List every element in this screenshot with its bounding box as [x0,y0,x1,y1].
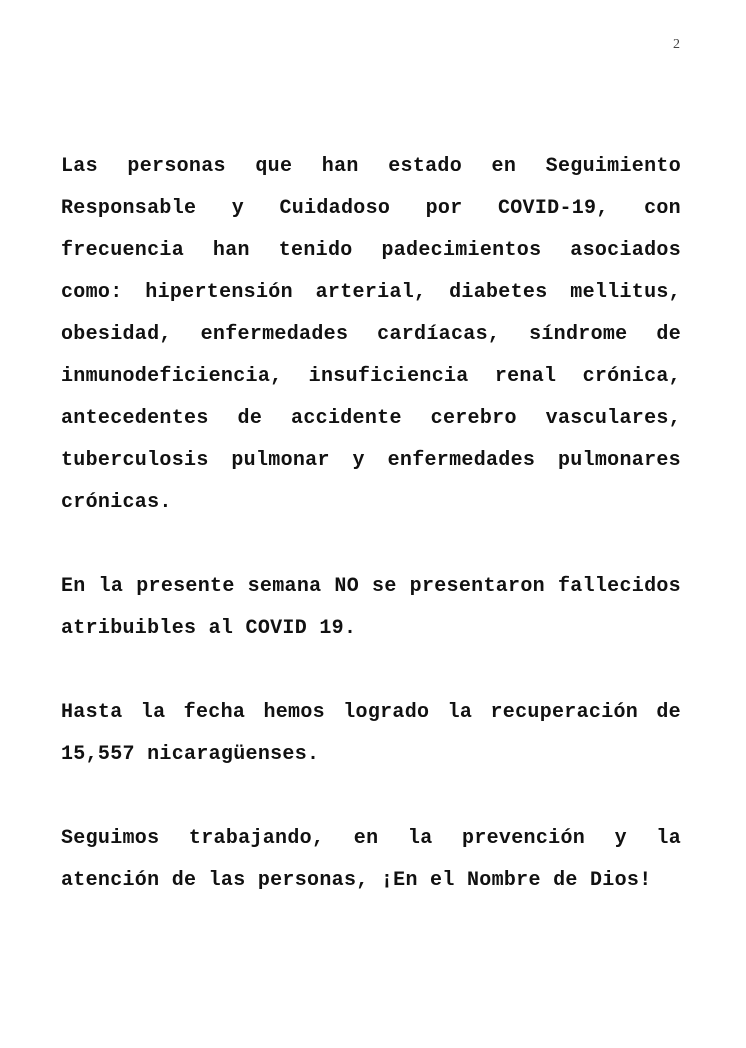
page-number: 2 [673,37,680,52]
paragraph-closing: Seguimos trabajando, en la prevención y la atención de las personas, ¡En el Nombre de Dios! [61,827,681,892]
paragraph-comorbidities: Las personas que han estado en Seguimiento Responsable y Cuidadoso por COVID-19, con frecuencia han tenido padecimientos asociados como: hipertensión arterial, diabetes mellitus, obesidad, enfermedades cardíacas, síndrome de inmunodeficiencia, insuficiencia renal crónica, antecedentes de accidente cerebro vasculares, tuberculosis pulmonar y enfermedades pulmonares crónicas. [61,155,681,514]
document-body [61,146,681,902]
paragraph-recoveries: Hasta la fecha hemos logrado la recuperación de 15,557 nicaragüenses. [61,701,681,766]
paragraph-deaths: En la presente semana NO se presentaron fallecidos atribuibles al COVID 19. [61,575,681,640]
